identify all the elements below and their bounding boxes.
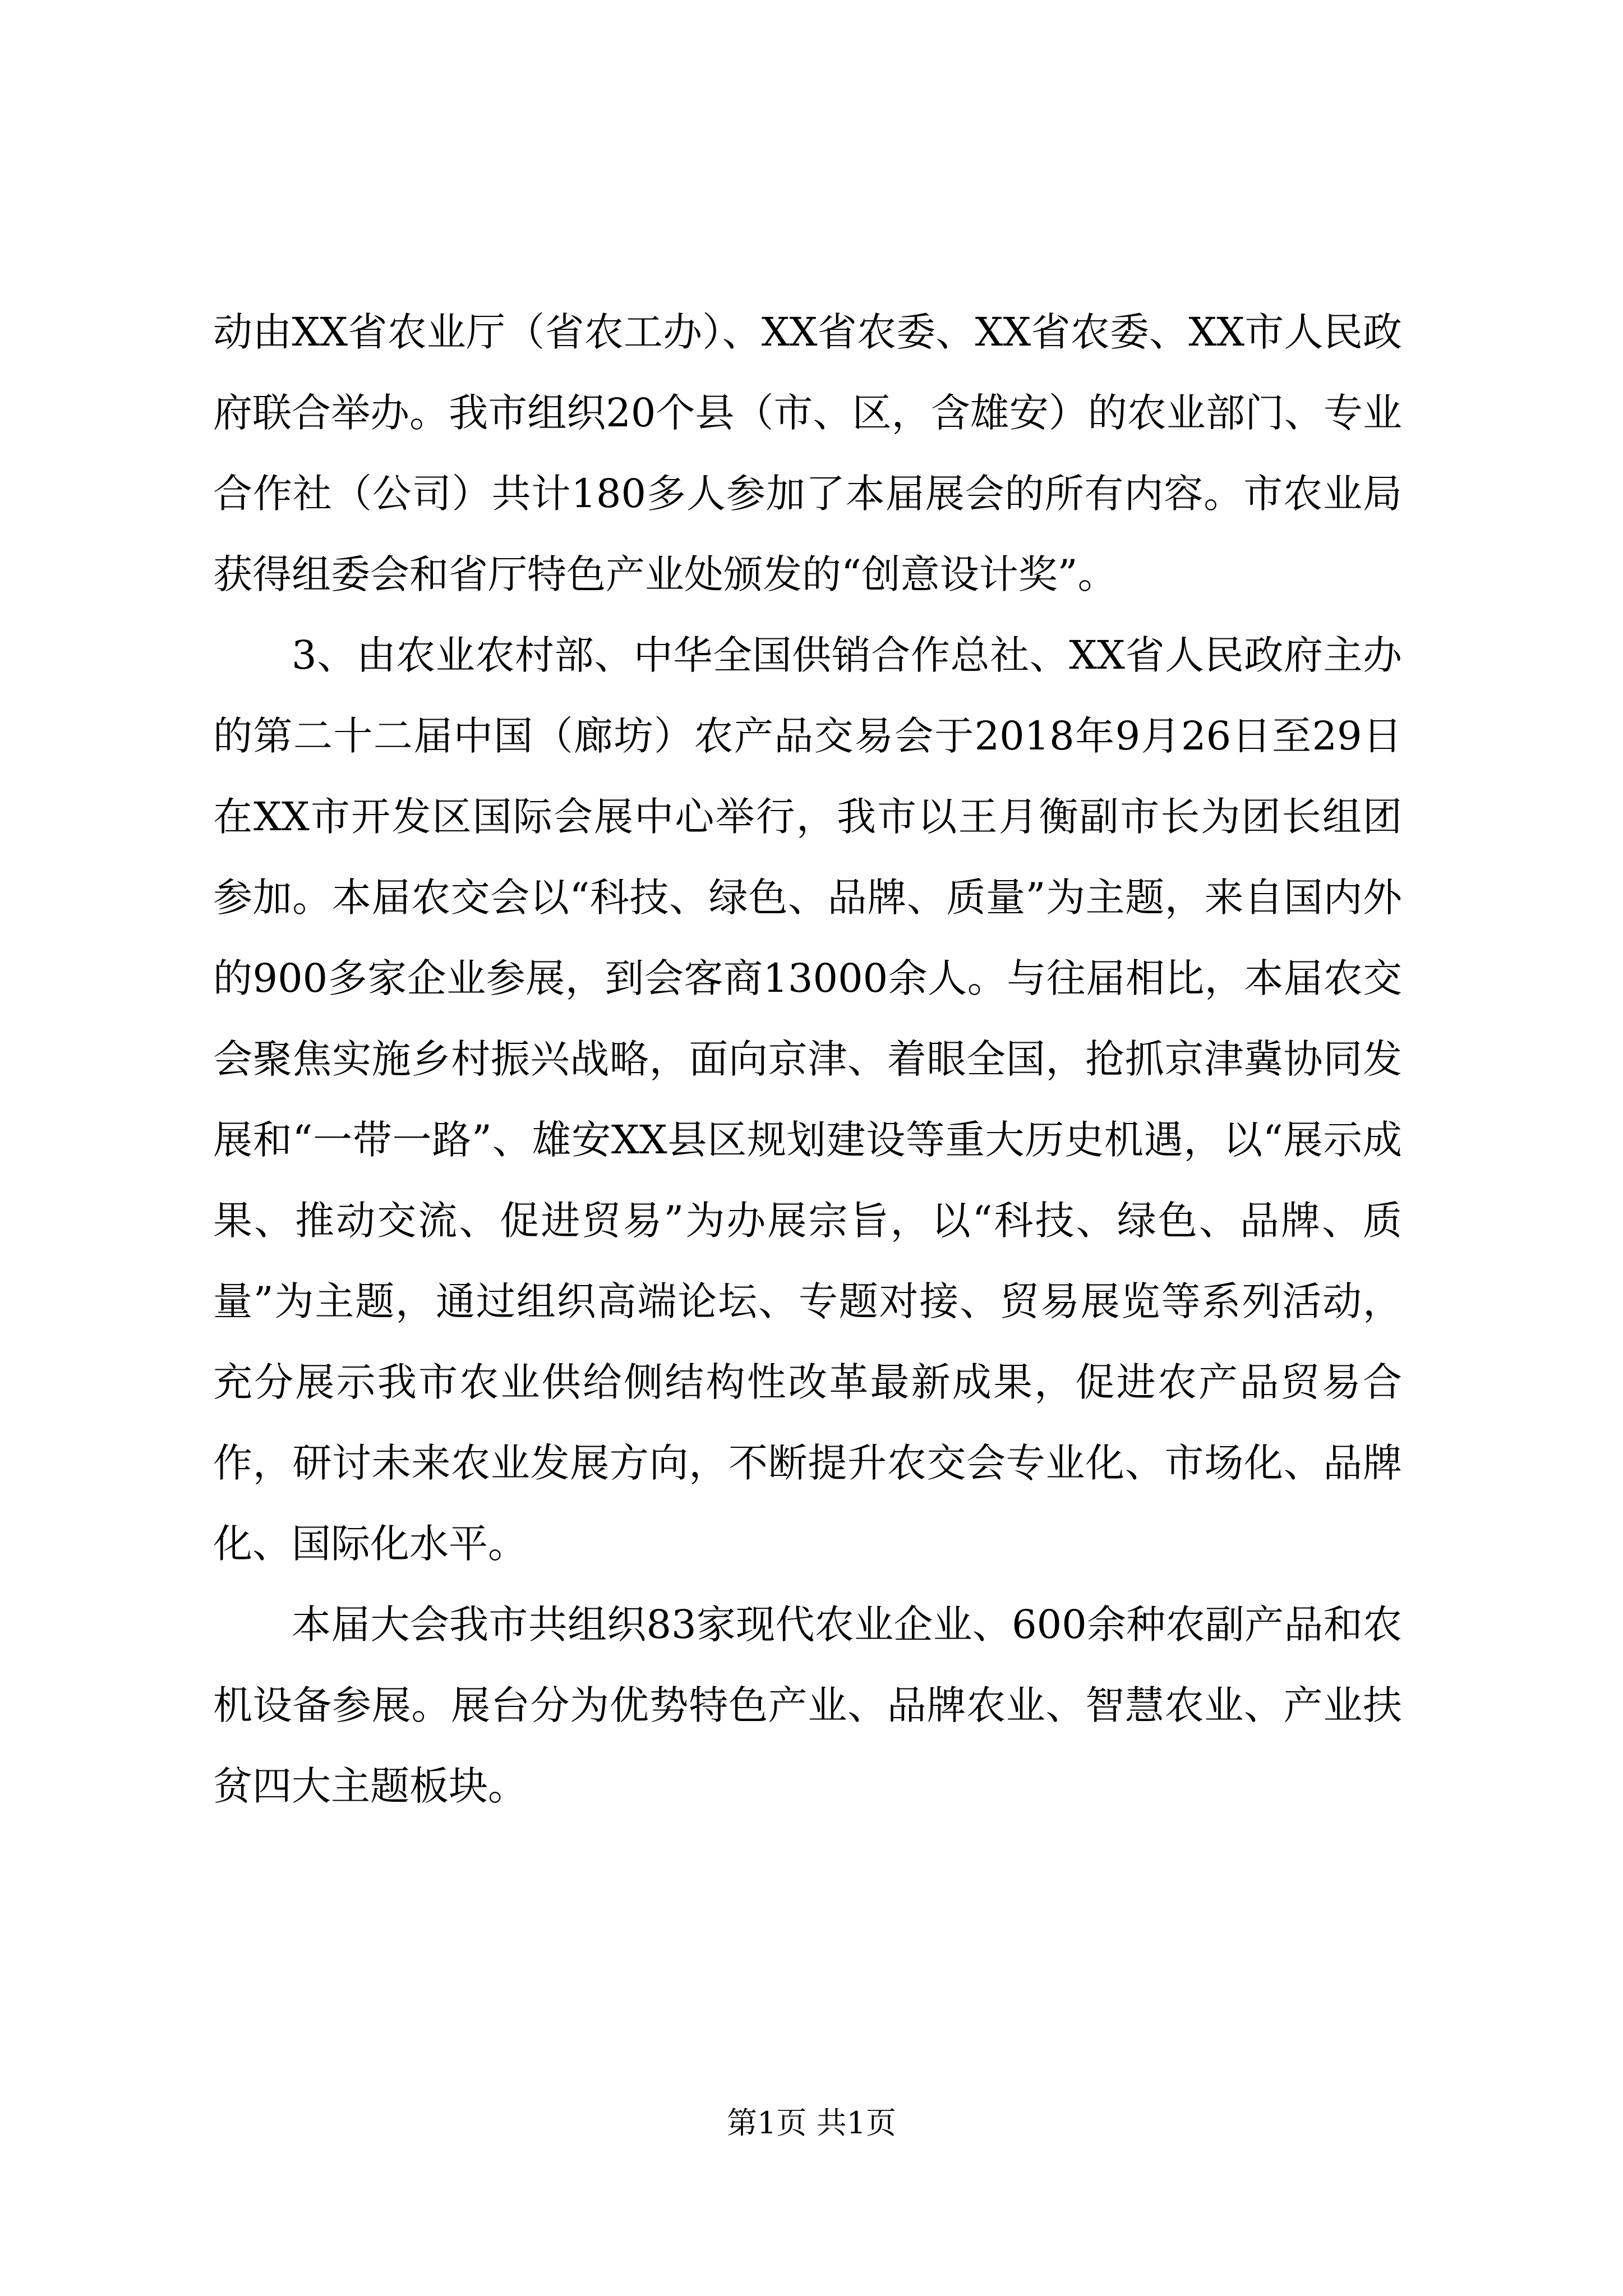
paragraph-exhibition-summary: 本届大会我市共组织83家现代农业企业、600余种农副产品和农机设备参展。展台分为优势特色产业、品牌农业、智慧农业、产业扶贫四大主题板块。 (213, 1602, 1402, 1809)
page-footer: 第1页 共1页 (727, 2105, 896, 2141)
paragraph-continuation: 动由XX省农业厅（省农工办）、XX省农委、XX省农委、XX市人民政府联合举办。我市组织20个县（市、区，含雄安）的农业部门、专业合作社（公司）共计180多人参加了本届展会的所有内容。市农业局获得组委会和省厅特色产业处颁发的“创意设计奖”。 (213, 309, 1402, 597)
document-body (213, 292, 1402, 1826)
paragraph-item-3: 3、由农业农村部、中华全国供销合作总社、XX省人民政府主办的第二十二届中国（廊坊）农产品交易会于2018年9月26日至29日在XX市开发区国际会展中心举行，我市以王月衡副市长为团长组团参加。本届农交会以“科技、绿色、品牌、质量”为主题，来自国内外的900多家企业参展，到会客商13000余人。与往届相比，本届农交会聚焦实施乡村振兴战略，面向京津、着眼全国，抢抓京津冀协同发展和“一带一路”、雄安XX县区规划建设等重大历史机遇，以“展示成果、推动交流、促进贸易”为办展宗旨，以“科技、绿色、品牌、质量”为主题，通过组织高端论坛、专题对接、贸易展览等系列活动，充分展示我市农业供给侧结构性改革最新成果，促进农产品贸易合作，研讨未来农业发展方向，不断提升农交会专业化、市场化、品牌化、国际化水平。 (213, 632, 1402, 1567)
